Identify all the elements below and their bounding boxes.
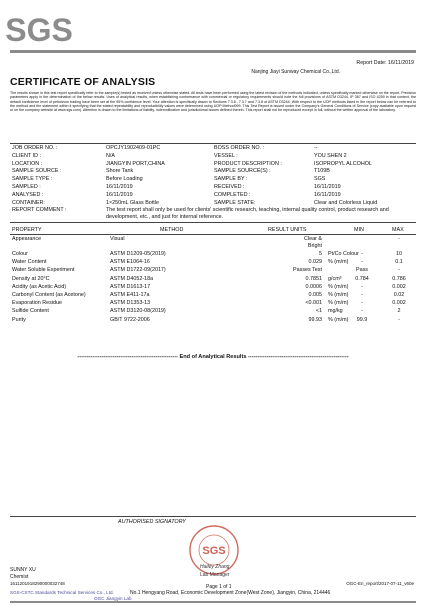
end-text: End of Analytical Results [179,354,247,360]
info-row [10,192,416,199]
info-label: PRODUCT DESCRIPTION : [214,160,282,167]
result-property: Density at 20°C [12,275,50,282]
info-label: SAMPLE STATE: [214,199,256,206]
footer-company-line2: OGC Jiangyin Lab [94,596,132,601]
result-min: 99.9 [356,316,368,323]
result-method: ASTM D4052-18a [110,275,154,282]
result-method: ASTM E1064-16 [110,259,150,265]
info-value: 16/11/2019 [314,184,341,190]
result-max: 0.002 [392,284,406,290]
result-property: Purity [12,316,26,323]
info-label: COMPLETED : [214,191,251,198]
info-value: Before Loading [106,176,143,183]
info-label: SAMPLE TYPE : [12,176,53,183]
stamp-text: SGS [202,545,226,557]
result-unit: % (m/m) [328,259,349,265]
info-label: RECEIVED : [214,184,245,190]
company-name: Nanjing Jiayi Sunway Chemical Co.,Ltd. [251,69,340,75]
header-min: MIN [354,227,364,233]
result-method: ASTM D1209-05(2019) [110,251,166,257]
info-row [10,200,416,207]
info-value: N/A [106,152,115,159]
result-method: GB/T 9722-2006 [110,316,150,323]
result-method: Visual [110,236,125,242]
result-row [10,243,416,251]
result-value: 5 [319,251,322,257]
result-property: Colour [12,251,28,257]
info-value: T109B [314,168,330,175]
info-label: SAMPLE SOURCE(S) : [214,168,271,175]
result-row [10,308,416,316]
result-value: <1 [315,308,322,314]
result-min: - [361,308,363,314]
disclaimer-text: The results shown in this test report specifically refer to the sample(s) tested as received unless otherwise stated. All tests have been performed using the latest revision of the methods indicated, unless specifically marked otherwise on the report. Precision parameters apply in the determination of the below results. Uses of analytical results, when establishing conformance with commercial or regulatory requirements should note the full provisions of ASTM D3244, IP 367 and ISO 4259 in that context, the default confidence level of petroleum trading have been set at the 95% confidence level. Your attention is specifically drawn to Sections 7.3.6., 7.3.7 and 7.3.8 of ASTM D3244. With respect to the UOP methods listed in the report below can be referred to the method and the statement within it specifying that the stated repeatability and reproducibility values were determined using UOP Method999. This Test Report is issued under the Company's General Conditions of Service (copy available upon request or on the company website at www.sgs.com). Attention is drawn to the limitations of liability, indemnification and jurisdictional issues defined therein. This report shall not be reproduced except in full, without the written approval of the laboratory. [10,91,416,112]
info-value: 1×250mL Glass Bottle [106,199,159,206]
signature-line [10,516,416,517]
info-row [10,145,416,152]
result-property: Evaporation Residue [12,300,63,306]
result-method: ASTM D1353-13 [110,300,151,306]
result-min: Pass [356,267,368,273]
result-unit: % (m/m) [328,300,349,306]
page-number: Page 1 of 1 [206,584,232,590]
report-date: Report Date: 16/11/2019 [356,60,414,66]
info-value: JIANGYIN PORT,CHINA [106,160,165,167]
result-max: 0.1 [395,259,403,265]
info-value: 16/11/2019 [106,184,133,190]
info-value: Clear and Colorless Liquid [314,199,378,206]
info-label: CONTAINER: [12,199,45,206]
info-row [10,176,416,183]
signer-title: Lab Manager [200,572,230,578]
result-unit: Pt/Co Colour [328,251,359,257]
header-method: METHOD [160,227,184,233]
authorised-signatory-label: AUTHORISED SIGNATORY [118,519,186,525]
result-value: Clear & [304,236,322,242]
report-comment-label: REPORT COMMENT : [12,207,67,214]
info-row [10,168,416,175]
footer-address: No.1 Hengyang Road, Economic Development Zone(West Zone), Jiangyin, China, 214446 [130,590,331,596]
result-max: - [398,267,400,273]
chemist-block [10,567,36,580]
logo-text: SGS [5,12,73,48]
info-value: Shore Tank [106,168,134,175]
info-label: SAMPLE SOURCE : [12,168,62,175]
result-method: ASTM D1722-09(2017) [110,267,166,273]
info-label: VESSEL : [214,152,238,159]
result-max: - [398,236,400,242]
info-label: CLIENT ID : [12,152,41,159]
info-value: OPCJY1902409-01PC [106,145,161,151]
info-label: SAMPLED : [12,184,41,190]
info-row [10,184,416,191]
result-min: - [361,284,363,290]
result-row [10,300,416,308]
chemist-name: SUNNY XU [10,567,36,573]
result-max: 2 [397,308,401,314]
info-value: YOU SHEN 2 [314,152,347,159]
info-bottom-line [10,222,416,223]
header-max: MAX [392,227,404,233]
report-comment-text: The test report shall only be used for clients' scientific research, teaching, internal quality control, product research and development, etc., and just for internal reference. [106,207,389,221]
header-property: PROPERTY [12,227,42,233]
result-method: ASTM D3120-08(2019) [110,308,166,314]
result-row [10,259,416,267]
result-max: 0.786 [392,275,406,282]
result-value: 0.0006 [305,284,322,290]
result-max: - [398,316,400,323]
result-row [10,284,416,292]
result-value: <0.001 [305,300,322,306]
result-min: - [361,259,363,265]
result-max: 10 [396,251,402,257]
result-unit: mg/kg [328,308,343,314]
info-top-line [10,143,416,144]
result-property: Carbonyl Content (as Acetone) [12,292,86,298]
result-unit: % (m/m) [328,292,349,298]
info-label: ANALYSED : [12,191,44,198]
certificate-title: CERTIFICATE OF ANALYSIS [10,76,156,88]
signer-name: Hailey Zhang [200,564,230,570]
result-min: - [361,251,363,257]
result-row [10,267,416,275]
info-value: -- [314,145,318,151]
chemist-title: Chemist [10,573,29,580]
header-result: RESULT UNITS [268,227,307,233]
result-property: Water Content [12,259,47,265]
result-property: Appearance [12,236,42,242]
info-value: 16/11/2019 [106,191,133,198]
document-reference: OGC-En_report/2017-07-11_v60e [346,581,414,586]
results-header-line [10,234,416,235]
result-max: 0.002 [392,300,406,306]
serial-number: 1611201918290000032748 [10,581,65,586]
result-unit: % (m/m) [328,284,349,290]
result-row [10,251,416,259]
info-value: ISOPROPYL ALCOHOL [314,160,372,167]
results-header [10,226,416,234]
result-value: 0.7851 [305,275,322,282]
info-label: JOB ORDER NO. : [12,145,58,151]
end-of-results: ------------------------------------------------------ End of Analytical Results ------------------------------------------------------ [77,354,349,360]
result-method: ASTM D1613-17 [110,284,151,290]
result-property: Water Soluble Experiment [12,267,75,273]
top-divider [10,50,416,53]
result-value: Passes Test [293,267,322,273]
result-value: Bright [307,243,322,249]
sgs-logo [5,8,73,50]
result-method: ASTM E411-17a [110,292,150,298]
result-row [10,276,416,284]
bottom-divider [10,601,416,603]
result-row [10,292,416,300]
info-label: SAMPLE BY : [214,176,248,183]
result-value: 99.93 [308,316,322,323]
report-comment-row [10,207,416,221]
result-row [10,317,416,325]
result-property: Sulfide Content [12,308,49,314]
info-row [10,161,416,168]
footer-company-line1: SGS-CSTC Standards Technical Services Co., Ltd. [10,590,114,595]
result-value: 0.005 [308,292,322,298]
info-label: BOSS ORDER NO. : [214,145,265,151]
info-value: 16/11/2019 [314,191,341,198]
result-min: 0.784 [355,275,369,282]
info-label: LOCATION : [12,160,43,167]
info-row [10,153,416,160]
result-min: - [361,292,363,298]
result-unit: % (m/m) [328,316,349,323]
result-unit: g/cm³ [328,275,342,282]
result-property: Acidity (as Acetic Acid) [12,284,67,290]
result-min: - [361,300,363,306]
result-max: 0.02 [393,292,405,298]
result-value: 0.029 [308,259,322,265]
info-value: SGS [314,176,326,183]
